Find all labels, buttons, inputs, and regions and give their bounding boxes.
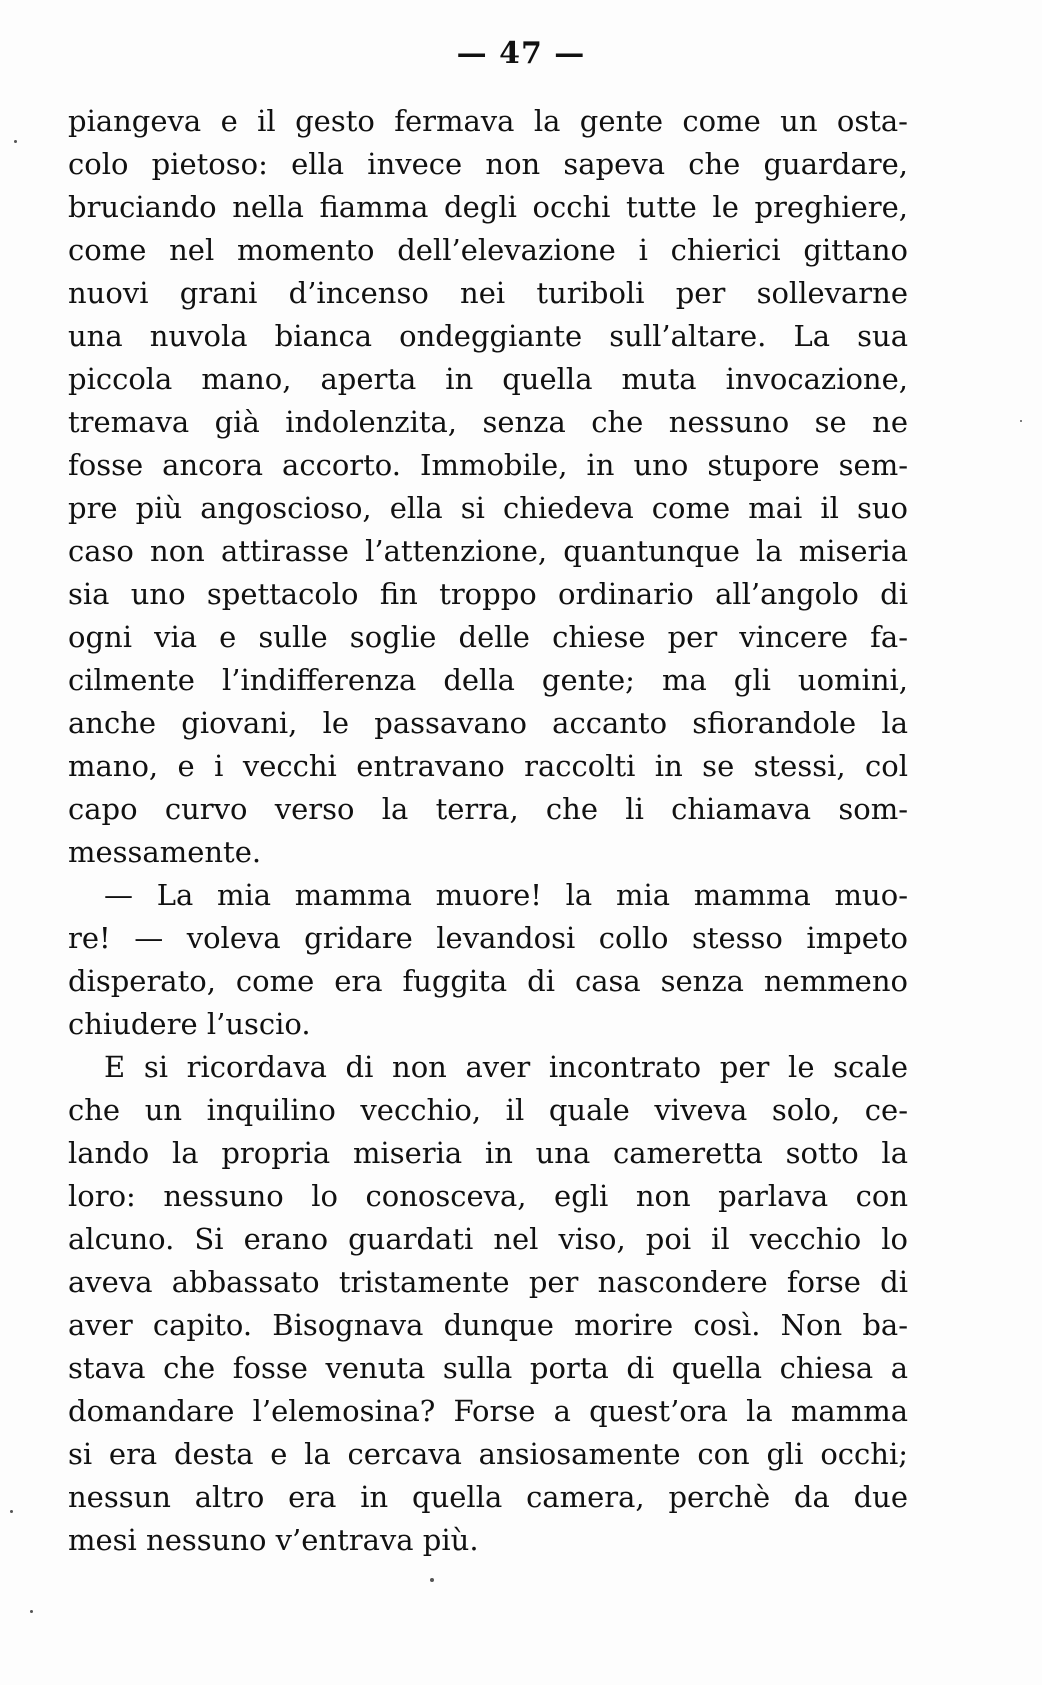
text-line: aveva abbassato tristamente per nascondere forse di <box>68 1265 908 1299</box>
text-line: loro: nessuno lo conosceva, egli non parlava con <box>68 1179 908 1213</box>
text-line: sia uno spettacolo fin troppo ordinario all’angolo di <box>68 577 908 611</box>
body-text <box>68 100 908 1562</box>
scan-speck <box>1020 420 1022 422</box>
text-line: capo curvo verso la terra, che li chiamava som- <box>68 792 908 826</box>
text-line: ogni via e sulle soglie delle chiese per vincere fa- <box>68 620 908 654</box>
text-line: — La mia mamma muore! la mia mamma muo- <box>104 878 908 912</box>
text-line: pre più angoscioso, ella si chiedeva come mai il suo <box>68 491 908 525</box>
text-line: messamente. <box>68 835 262 869</box>
page-number: — 47 — <box>456 36 586 71</box>
text-line: alcuno. Si erano guardati nel viso, poi il vecchio lo <box>68 1222 908 1256</box>
scan-speck <box>430 1578 434 1582</box>
text-line: nuovi grani d’incenso nei turiboli per sollevarne <box>68 276 908 310</box>
text-line: stava che fosse venuta sulla porta di quella chiesa a <box>68 1351 908 1385</box>
text-line: mano, e i vecchi entravano raccolti in se stessi, col <box>68 749 908 783</box>
text-line: bruciando nella fiamma degli occhi tutte le preghiere, <box>68 190 908 224</box>
text-line: si era desta e la cercava ansiosamente con gli occhi; <box>68 1437 908 1471</box>
text-line: anche giovani, le passavano accanto sfiorandole la <box>68 706 908 740</box>
text-line: che un inquilino vecchio, il quale viveva solo, ce- <box>68 1093 908 1127</box>
text-line: mesi nessuno v’entrava più. <box>68 1523 479 1557</box>
scan-speck <box>30 1610 33 1613</box>
text-line: piangeva e il gesto fermava la gente come un osta- <box>68 104 908 138</box>
text-line: fosse ancora accorto. Immobile, in uno stupore sem- <box>68 448 908 482</box>
text-line: una nuvola bianca ondeggiante sull’altare. La sua <box>68 319 908 353</box>
scan-speck <box>14 140 17 143</box>
scan-speck <box>10 1510 13 1513</box>
text-line: piccola mano, aperta in quella muta invocazione, <box>68 362 908 396</box>
text-line: disperato, come era fuggita di casa senza nemmeno <box>68 964 908 998</box>
text-line: E si ricordava di non aver incontrato per le scale <box>104 1050 908 1084</box>
text-line: caso non attirasse l’attenzione, quantunque la miseria <box>68 534 908 568</box>
text-line: aver capito. Bisognava dunque morire così. Non ba- <box>68 1308 908 1342</box>
text-line: cilmente l’indifferenza della gente; ma gli uomini, <box>68 663 908 697</box>
text-line: nessun altro era in quella camera, perchè da due <box>68 1480 908 1514</box>
text-line: tremava già indolenzita, senza che nessuno se ne <box>68 405 908 439</box>
text-line: colo pietoso: ella invece non sapeva che guardare, <box>68 147 908 181</box>
text-line: come nel momento dell’elevazione i chierici gittano <box>68 233 908 267</box>
text-line: chiudere l’uscio. <box>68 1007 311 1041</box>
text-line: domandare l’elemosina? Forse a quest’ora la mamma <box>68 1394 908 1428</box>
text-line: lando la propria miseria in una cameretta sotto la <box>68 1136 908 1170</box>
text-line: re! — voleva gridare levandosi collo stesso impeto <box>68 921 908 955</box>
